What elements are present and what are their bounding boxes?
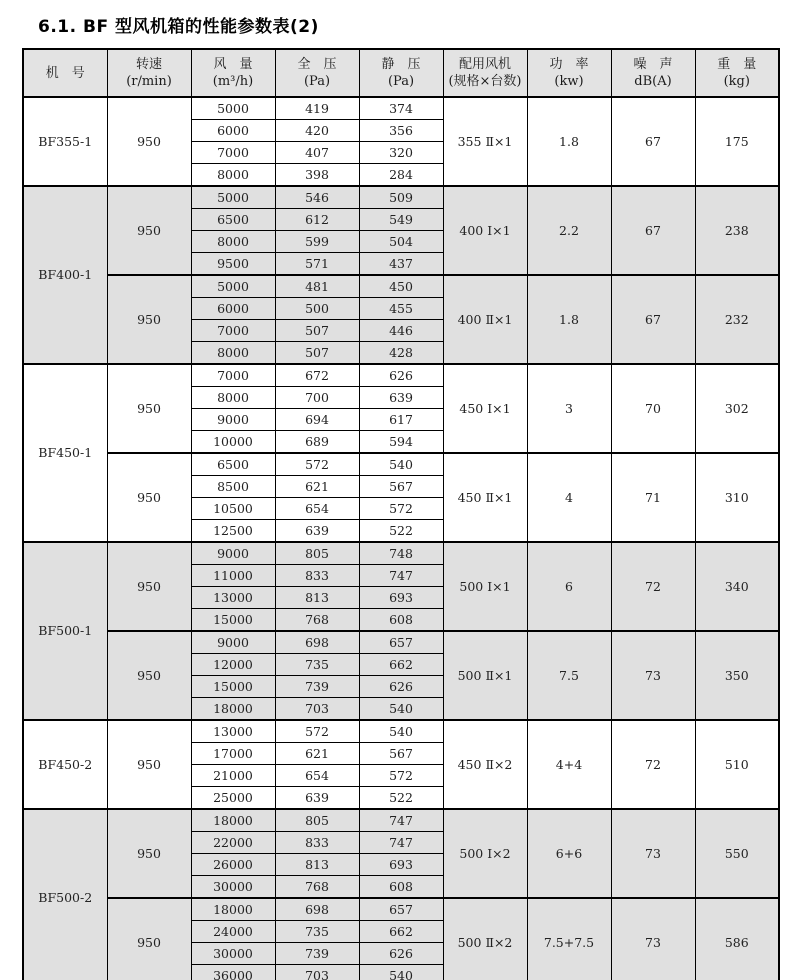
air-volume-cell: 9000 — [191, 409, 275, 431]
total-pressure-cell: 805 — [275, 542, 359, 565]
static-pressure-cell: 626 — [359, 943, 443, 965]
total-pressure-cell: 735 — [275, 921, 359, 943]
air-volume-cell: 12000 — [191, 654, 275, 676]
header-line2: (kg) — [723, 74, 750, 89]
header-line2: (Pa) — [303, 74, 331, 89]
fan-spec-cell: 400 Ⅰ×1 — [443, 186, 527, 275]
speed-cell: 950 — [107, 720, 191, 809]
column-header-total-pressure — [275, 49, 359, 97]
column-header-fan-spec — [443, 49, 527, 97]
fan-spec-cell: 400 Ⅱ×1 — [443, 275, 527, 364]
noise-cell: 70 — [611, 364, 695, 453]
table-header — [23, 49, 779, 97]
static-pressure-cell: 504 — [359, 231, 443, 253]
static-pressure-cell: 693 — [359, 587, 443, 609]
air-volume-cell: 7000 — [191, 364, 275, 387]
power-cell: 7.5 — [527, 631, 611, 720]
total-pressure-cell: 621 — [275, 476, 359, 498]
air-volume-cell: 10000 — [191, 431, 275, 454]
header-line1: 转速 — [135, 57, 162, 72]
fan-spec-cell: 500 Ⅰ×2 — [443, 809, 527, 898]
air-volume-cell: 25000 — [191, 787, 275, 810]
column-header-noise — [611, 49, 695, 97]
model-cell: BF450-2 — [23, 720, 107, 809]
header-line2: (Pa) — [387, 74, 415, 89]
air-volume-cell: 10500 — [191, 498, 275, 520]
total-pressure-cell: 407 — [275, 142, 359, 164]
power-cell: 4 — [527, 453, 611, 542]
static-pressure-cell: 437 — [359, 253, 443, 276]
power-cell: 1.8 — [527, 275, 611, 364]
static-pressure-cell: 639 — [359, 387, 443, 409]
header-line1: 功 率 — [549, 57, 589, 72]
total-pressure-cell: 571 — [275, 253, 359, 276]
total-pressure-cell: 572 — [275, 453, 359, 476]
static-pressure-cell: 657 — [359, 631, 443, 654]
air-volume-cell: 6000 — [191, 120, 275, 142]
total-pressure-cell: 654 — [275, 498, 359, 520]
weight-cell: 550 — [695, 809, 779, 898]
static-pressure-cell: 594 — [359, 431, 443, 454]
static-pressure-cell: 747 — [359, 565, 443, 587]
air-volume-cell: 15000 — [191, 609, 275, 632]
air-volume-cell: 18000 — [191, 809, 275, 832]
power-cell: 4+4 — [527, 720, 611, 809]
header-line2: (规格×台数) — [448, 74, 522, 89]
air-volume-cell: 5000 — [191, 186, 275, 209]
air-volume-cell: 5000 — [191, 275, 275, 298]
fan-spec-cell: 450 Ⅱ×1 — [443, 453, 527, 542]
power-cell: 2.2 — [527, 186, 611, 275]
power-cell: 3 — [527, 364, 611, 453]
noise-cell: 73 — [611, 631, 695, 720]
weight-cell: 238 — [695, 186, 779, 275]
speed-cell: 950 — [107, 97, 191, 186]
air-volume-cell: 7000 — [191, 142, 275, 164]
total-pressure-cell: 481 — [275, 275, 359, 298]
air-volume-cell: 6500 — [191, 209, 275, 231]
static-pressure-cell: 748 — [359, 542, 443, 565]
table-row — [23, 453, 779, 476]
air-volume-cell: 9000 — [191, 542, 275, 565]
total-pressure-cell: 420 — [275, 120, 359, 142]
fan-spec-cell: 450 Ⅰ×1 — [443, 364, 527, 453]
air-volume-cell: 8500 — [191, 476, 275, 498]
static-pressure-cell: 428 — [359, 342, 443, 365]
air-volume-cell: 18000 — [191, 898, 275, 921]
air-volume-cell: 6000 — [191, 298, 275, 320]
static-pressure-cell: 446 — [359, 320, 443, 342]
total-pressure-cell: 572 — [275, 720, 359, 743]
total-pressure-cell: 546 — [275, 186, 359, 209]
speed-cell: 950 — [107, 453, 191, 542]
total-pressure-cell: 398 — [275, 164, 359, 187]
table-row — [23, 186, 779, 209]
column-header-weight — [695, 49, 779, 97]
total-pressure-cell: 833 — [275, 832, 359, 854]
column-header-static-pressure — [359, 49, 443, 97]
air-volume-cell: 8000 — [191, 231, 275, 253]
static-pressure-cell: 608 — [359, 876, 443, 899]
table-row — [23, 275, 779, 298]
static-pressure-cell: 747 — [359, 809, 443, 832]
air-volume-cell: 5000 — [191, 97, 275, 120]
table-row — [23, 97, 779, 120]
page-title: 6.1. BF 型风机箱的性能参数表(2) — [38, 17, 319, 37]
total-pressure-cell: 672 — [275, 364, 359, 387]
static-pressure-cell: 284 — [359, 164, 443, 187]
static-pressure-cell: 540 — [359, 698, 443, 721]
air-volume-cell: 8000 — [191, 164, 275, 187]
air-volume-cell: 9500 — [191, 253, 275, 276]
noise-cell: 73 — [611, 809, 695, 898]
table-row — [23, 542, 779, 565]
static-pressure-cell: 693 — [359, 854, 443, 876]
power-cell: 1.8 — [527, 97, 611, 186]
air-volume-cell: 24000 — [191, 921, 275, 943]
static-pressure-cell: 572 — [359, 498, 443, 520]
speed-cell: 950 — [107, 186, 191, 275]
total-pressure-cell: 507 — [275, 342, 359, 365]
total-pressure-cell: 813 — [275, 854, 359, 876]
header-line1: 全 压 — [297, 57, 337, 72]
static-pressure-cell: 662 — [359, 654, 443, 676]
total-pressure-cell: 833 — [275, 565, 359, 587]
power-cell: 6 — [527, 542, 611, 631]
header-line1: 机 号 — [45, 65, 85, 81]
total-pressure-cell: 621 — [275, 743, 359, 765]
speed-cell: 950 — [107, 898, 191, 980]
air-volume-cell: 36000 — [191, 965, 275, 980]
header-line2: (r/min) — [126, 74, 172, 89]
static-pressure-cell: 320 — [359, 142, 443, 164]
speed-cell: 950 — [107, 809, 191, 898]
speed-cell: 950 — [107, 364, 191, 453]
total-pressure-cell: 689 — [275, 431, 359, 454]
column-header-model — [23, 49, 107, 97]
air-volume-cell: 9000 — [191, 631, 275, 654]
noise-cell: 67 — [611, 275, 695, 364]
noise-cell: 72 — [611, 720, 695, 809]
noise-cell: 67 — [611, 186, 695, 275]
header-row — [23, 49, 779, 97]
air-volume-cell: 7000 — [191, 320, 275, 342]
table-row — [23, 898, 779, 921]
model-cell: BF400-1 — [23, 186, 107, 364]
header-line1: 噪 声 — [633, 57, 673, 72]
static-pressure-cell: 540 — [359, 720, 443, 743]
static-pressure-cell: 356 — [359, 120, 443, 142]
air-volume-cell: 17000 — [191, 743, 275, 765]
total-pressure-cell: 507 — [275, 320, 359, 342]
static-pressure-cell: 626 — [359, 364, 443, 387]
header-line2: (m³/h) — [212, 74, 254, 89]
total-pressure-cell: 813 — [275, 587, 359, 609]
static-pressure-cell: 540 — [359, 453, 443, 476]
static-pressure-cell: 522 — [359, 787, 443, 810]
header-line2: dB(A) — [634, 74, 672, 89]
fan-spec-cell: 500 Ⅱ×2 — [443, 898, 527, 980]
column-header-speed — [107, 49, 191, 97]
air-volume-cell: 15000 — [191, 676, 275, 698]
static-pressure-cell: 450 — [359, 275, 443, 298]
static-pressure-cell: 540 — [359, 965, 443, 980]
total-pressure-cell: 805 — [275, 809, 359, 832]
total-pressure-cell: 739 — [275, 676, 359, 698]
noise-cell: 71 — [611, 453, 695, 542]
air-volume-cell: 11000 — [191, 565, 275, 587]
table-row — [23, 809, 779, 832]
air-volume-cell: 21000 — [191, 765, 275, 787]
speed-cell: 950 — [107, 631, 191, 720]
static-pressure-cell: 608 — [359, 609, 443, 632]
static-pressure-cell: 662 — [359, 921, 443, 943]
weight-cell: 340 — [695, 542, 779, 631]
model-cell: BF355-1 — [23, 97, 107, 186]
air-volume-cell: 30000 — [191, 943, 275, 965]
weight-cell: 350 — [695, 631, 779, 720]
static-pressure-cell: 572 — [359, 765, 443, 787]
header-line2: (kw) — [554, 74, 584, 89]
total-pressure-cell: 735 — [275, 654, 359, 676]
air-volume-cell: 22000 — [191, 832, 275, 854]
table-body — [23, 97, 779, 980]
noise-cell: 72 — [611, 542, 695, 631]
table-row — [23, 720, 779, 743]
model-cell: BF500-1 — [23, 542, 107, 720]
power-cell: 6+6 — [527, 809, 611, 898]
column-header-power — [527, 49, 611, 97]
static-pressure-cell: 509 — [359, 186, 443, 209]
total-pressure-cell: 419 — [275, 97, 359, 120]
air-volume-cell: 18000 — [191, 698, 275, 721]
air-volume-cell: 26000 — [191, 854, 275, 876]
static-pressure-cell: 455 — [359, 298, 443, 320]
weight-cell: 232 — [695, 275, 779, 364]
total-pressure-cell: 698 — [275, 631, 359, 654]
speed-cell: 950 — [107, 275, 191, 364]
total-pressure-cell: 599 — [275, 231, 359, 253]
table-row — [23, 364, 779, 387]
power-cell: 7.5+7.5 — [527, 898, 611, 980]
total-pressure-cell: 739 — [275, 943, 359, 965]
total-pressure-cell: 700 — [275, 387, 359, 409]
static-pressure-cell: 549 — [359, 209, 443, 231]
total-pressure-cell: 639 — [275, 787, 359, 810]
total-pressure-cell: 768 — [275, 876, 359, 899]
header-line1: 静 压 — [381, 57, 421, 72]
weight-cell: 510 — [695, 720, 779, 809]
total-pressure-cell: 612 — [275, 209, 359, 231]
air-volume-cell: 12500 — [191, 520, 275, 543]
fan-spec-cell: 500 Ⅰ×1 — [443, 542, 527, 631]
total-pressure-cell: 639 — [275, 520, 359, 543]
total-pressure-cell: 500 — [275, 298, 359, 320]
air-volume-cell: 13000 — [191, 587, 275, 609]
noise-cell: 67 — [611, 97, 695, 186]
noise-cell: 73 — [611, 898, 695, 980]
speed-cell: 950 — [107, 542, 191, 631]
static-pressure-cell: 617 — [359, 409, 443, 431]
static-pressure-cell: 522 — [359, 520, 443, 543]
column-header-air-volume — [191, 49, 275, 97]
table-row — [23, 631, 779, 654]
air-volume-cell: 30000 — [191, 876, 275, 899]
total-pressure-cell: 768 — [275, 609, 359, 632]
total-pressure-cell: 703 — [275, 698, 359, 721]
model-cell: BF500-2 — [23, 809, 107, 980]
static-pressure-cell: 747 — [359, 832, 443, 854]
total-pressure-cell: 703 — [275, 965, 359, 980]
weight-cell: 310 — [695, 453, 779, 542]
static-pressure-cell: 626 — [359, 676, 443, 698]
fan-spec-cell: 450 Ⅱ×2 — [443, 720, 527, 809]
total-pressure-cell: 694 — [275, 409, 359, 431]
total-pressure-cell: 698 — [275, 898, 359, 921]
header-line1: 重 量 — [717, 57, 757, 72]
weight-cell: 302 — [695, 364, 779, 453]
weight-cell: 175 — [695, 97, 779, 186]
fan-spec-cell: 500 Ⅱ×1 — [443, 631, 527, 720]
static-pressure-cell: 567 — [359, 743, 443, 765]
static-pressure-cell: 567 — [359, 476, 443, 498]
static-pressure-cell: 657 — [359, 898, 443, 921]
model-cell: BF450-1 — [23, 364, 107, 542]
air-volume-cell: 13000 — [191, 720, 275, 743]
header-line1: 风 量 — [213, 57, 253, 72]
air-volume-cell: 8000 — [191, 387, 275, 409]
total-pressure-cell: 654 — [275, 765, 359, 787]
air-volume-cell: 6500 — [191, 453, 275, 476]
performance-table — [22, 48, 780, 980]
static-pressure-cell: 374 — [359, 97, 443, 120]
air-volume-cell: 8000 — [191, 342, 275, 365]
weight-cell: 586 — [695, 898, 779, 980]
fan-spec-cell: 355 Ⅱ×1 — [443, 97, 527, 186]
header-line1: 配用风机 — [458, 57, 511, 72]
